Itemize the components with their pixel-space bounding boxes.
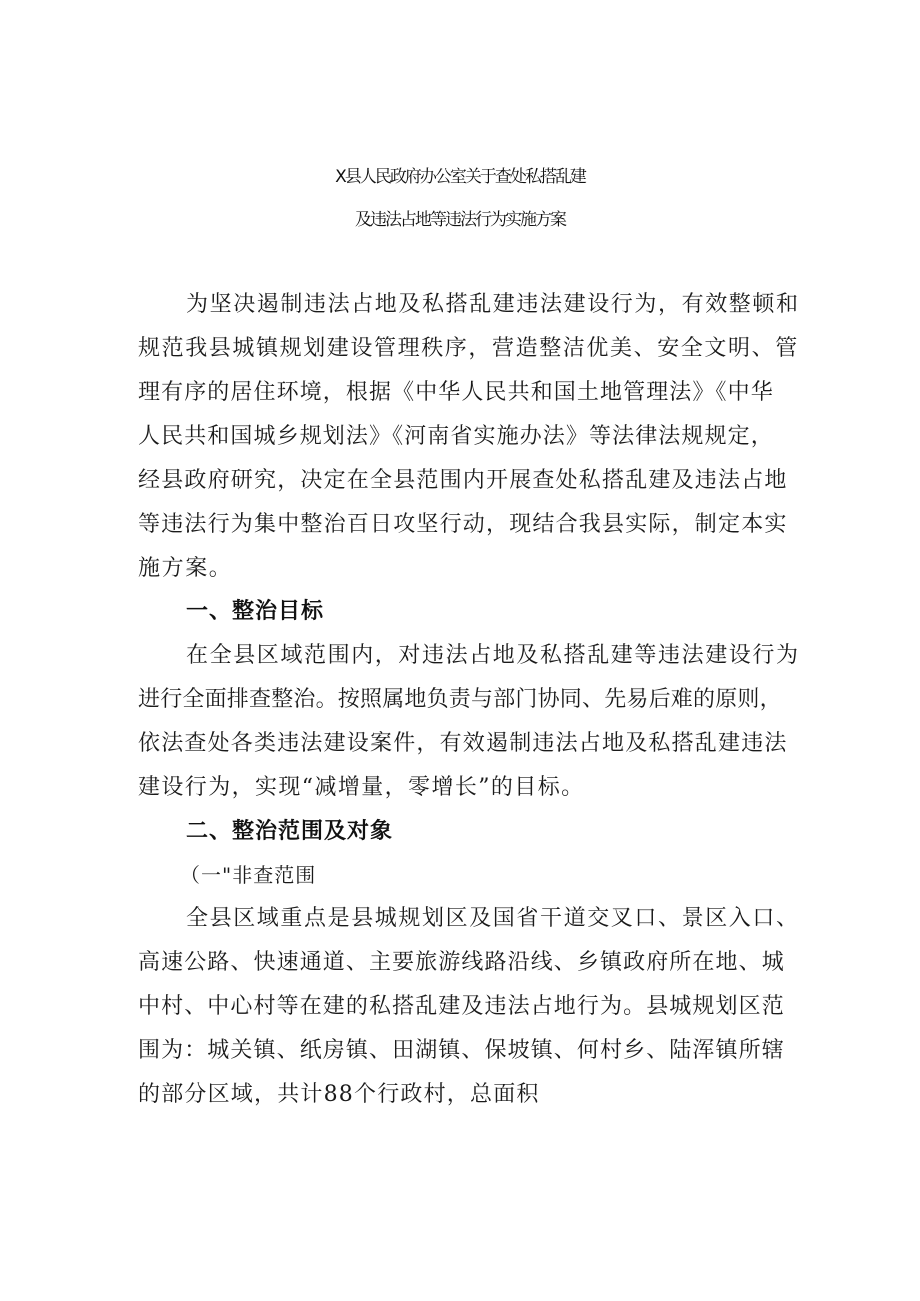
intro-paragraph-line: 人民共和国城乡规划法》《河南省实施办法》等法律法规规定， <box>138 424 774 449</box>
section-1-paragraph-line: 建设行为，实现“减增量，零增长”的目标。 <box>138 775 585 800</box>
section-2-paragraph-line: 高速公路、快速通道、主要旅游线路沿线、乡镇政府所在地、城 <box>138 950 785 975</box>
section-2-paragraph-line: 的部分区域，共计88个行政村，总面积 <box>138 1082 540 1107</box>
intro-paragraph-line: 为坚决遏制违法占地及私搭乱建违法建设行为，有效整顿和 <box>186 292 800 317</box>
document-title-line-1: X县人民政府办公室关于查处私搭乱建 <box>335 167 585 187</box>
intro-paragraph-line: 等违法行为集中整治百日攻坚行动，现结合我县实际，制定本实 <box>138 512 788 537</box>
intro-paragraph-line: 理有序的居住环境，根据《中华人民共和国土地管理法》《中华 <box>138 380 774 405</box>
section-2-paragraph-line: 围为：城关镇、纸房镇、田湖镇、保坡镇、何村乡、陆浑镇所辖 <box>138 1038 785 1063</box>
section-1-paragraph-line: 进行全面排查整治。按照属地负责与部门协同、先易后难的原则， <box>138 687 782 712</box>
section-1-paragraph-line: 依法查处各类违法建设案件，有效遏制违法占地及私搭乱建违法 <box>138 731 788 756</box>
intro-paragraph-line: 经县政府研究，决定在全县范围内开展查处私搭乱建及违法占地 <box>138 468 788 493</box>
section-1-heading: 一、整治目标 <box>186 599 325 624</box>
intro-paragraph-line: 规范我县城镇规划建设管理秩序，营造整洁优美、安全文明、管 <box>138 336 799 361</box>
section-2-subheading: （一"非查范围 <box>180 863 317 887</box>
intro-paragraph-line: 施方案。 <box>138 556 233 581</box>
section-2-paragraph-line: 中村、中心村等在建的私搭乱建及违法占地行为。县城规划区范 <box>138 994 785 1019</box>
section-1-paragraph-line: 在全县区域范围内，对违法占地及私搭乱建等违法建设行为 <box>186 643 800 668</box>
document-title-line-2: 及违法占地等违法行为实施方案 <box>355 210 565 230</box>
section-2-heading: 二、整治范围及对象 <box>186 819 394 844</box>
section-2-paragraph-line: 全县区域重点是县城规划区及国省干道交叉口、景区入口、 <box>186 906 800 931</box>
